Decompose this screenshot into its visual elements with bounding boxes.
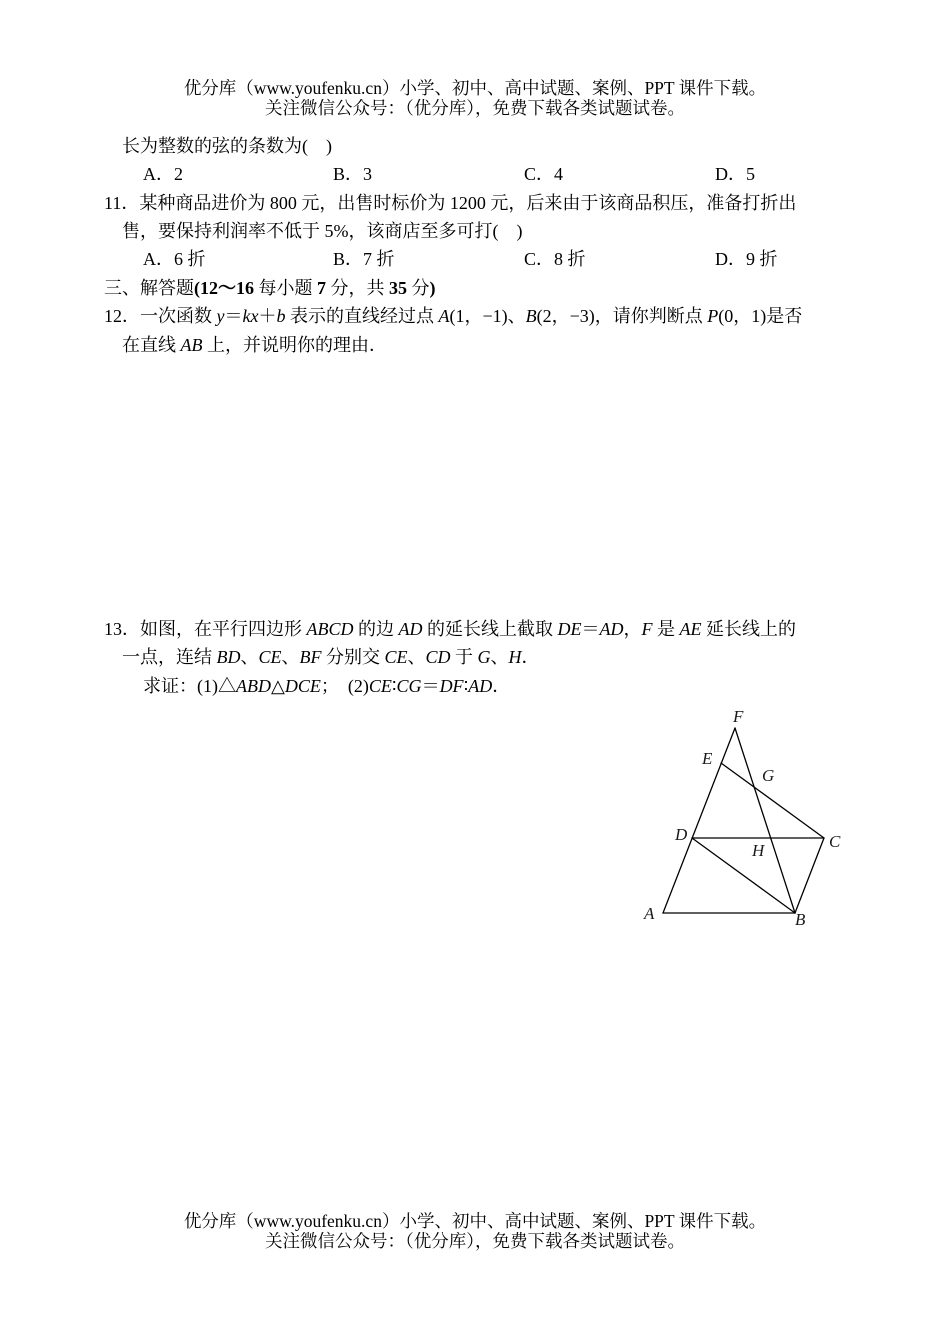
text-run: 延长线上的 (701, 619, 796, 639)
question-13-line-2 (122, 646, 540, 668)
point-label-h: H (752, 841, 765, 860)
math-variable: AE (679, 619, 702, 639)
text-run: ＝ (421, 676, 440, 696)
option-d: D．5 (715, 164, 755, 184)
segment-d-b (692, 838, 795, 913)
text-run: 一点，连结 (122, 647, 217, 667)
text-run: 于 (450, 647, 478, 667)
header-line-1: 优分库（www.youfenku.cn）小学、初中、高中试题、案例、PPT 课件下载。 (183, 78, 767, 98)
question-12-line-2 (122, 334, 387, 356)
text-run: 分别交 (321, 647, 385, 667)
math-variable: BF (299, 647, 322, 667)
text-run: (12～16 (194, 278, 254, 298)
text-run: ＝ (224, 306, 243, 326)
text-run: (2，−3)，请你判断点 (536, 306, 708, 326)
math-variable: kx (242, 306, 259, 326)
text-run: (0，1)是否 (718, 306, 803, 326)
option-c: C．8 折 (524, 249, 586, 269)
text-run: ； (2) (320, 676, 369, 696)
text-run: 的边 (353, 619, 399, 639)
text-run: 三、解答题 (104, 278, 194, 298)
math-variable: AB (180, 335, 203, 355)
text-run: 是 (652, 619, 680, 639)
text-run: 表示的直线经过点 (285, 306, 439, 326)
section-heading (104, 277, 436, 299)
math-variable: b (276, 306, 286, 326)
question-13-proof-line (143, 675, 510, 697)
text-run: ， (623, 619, 642, 639)
math-variable: CE (368, 676, 392, 696)
question-12-line-1 (104, 305, 802, 327)
math-variable: H (508, 647, 522, 667)
math-variable: DCE (284, 676, 321, 696)
text-run: 、 (281, 647, 300, 667)
text-run: ＝ (581, 619, 600, 639)
text-run: ∶ (463, 676, 469, 696)
math-variable: y (216, 306, 225, 326)
segment-c-b (795, 838, 824, 913)
math-variable: AD (468, 676, 493, 696)
text-run: ． (521, 647, 540, 667)
math-variable: CD (425, 647, 451, 667)
option-c: C．4 (524, 164, 564, 184)
text-run: 、 (490, 647, 509, 667)
option-b: B．7 折 (333, 249, 395, 269)
math-variable: AD (398, 619, 423, 639)
text-run: 13．如图，在平行四边形 (104, 619, 307, 639)
math-variable: G (477, 647, 491, 667)
math-variable: P (707, 306, 719, 326)
question-11-options (0, 248, 950, 270)
text-run: 、 (240, 647, 259, 667)
question-11-line-2: 售，要保持利润率不低于 5%，该商店至多可打( ) (122, 221, 523, 241)
text-run: 35 (389, 278, 407, 298)
segment-f-b (735, 728, 795, 913)
point-label-e: E (702, 749, 713, 768)
math-variable: F (641, 619, 653, 639)
header-line-2: 关注微信公众号：（优分库），免费下载各类试题试卷。 (265, 98, 685, 118)
text-run: △ (271, 676, 285, 696)
text-run: 每小题 (254, 278, 317, 298)
point-label-d: D (675, 825, 688, 844)
point-label-f: F (733, 707, 744, 726)
question-10-tail: 长为整数的弦的条数为( ) (122, 136, 332, 156)
text-run: ∶ (391, 676, 397, 696)
text-run: 分 (407, 278, 430, 298)
footer-line-1: 优分库（www.youfenku.cn）小学、初中、高中试题、案例、PPT 课件下载。 (183, 1211, 767, 1231)
text-run: 求证：(1)△ (143, 676, 236, 696)
option-a: A．2 (143, 164, 183, 184)
math-variable: CE (258, 647, 282, 667)
text-run: 上，并说明你的理由． (202, 335, 387, 355)
option-d: D．9 折 (715, 249, 778, 269)
footer-line-2: 关注微信公众号：（优分库），免费下载各类试题试卷。 (265, 1231, 685, 1251)
text-run: 7 (317, 278, 326, 298)
math-variable: A (438, 306, 450, 326)
math-variable: DE (557, 619, 582, 639)
point-label-g: G (762, 766, 775, 785)
text-run: (1，−1)、 (449, 306, 526, 326)
text-run: 分，共 (326, 278, 389, 298)
point-label-c: C (829, 832, 841, 851)
math-variable: BD (216, 647, 241, 667)
text-run: ． (492, 676, 511, 696)
text-run: ＋ (258, 306, 277, 326)
point-label-a: A (644, 904, 655, 923)
text-run: 12．一次函数 (104, 306, 217, 326)
math-variable: ABCD (306, 619, 354, 639)
text-run: 在直线 (122, 335, 181, 355)
option-b: B．3 (333, 164, 373, 184)
text-run: 的延长线上截取 (422, 619, 558, 639)
math-variable: DF (439, 676, 464, 696)
math-variable: ABD (236, 676, 271, 696)
math-variable: CE (384, 647, 408, 667)
question-11-line-1: 11．某种商品进价为 800 元，出售时标价为 1200 元，后来由于该商品积压，准备打折出 (104, 193, 797, 213)
text-run: 、 (407, 647, 426, 667)
segment-a-f (663, 728, 735, 913)
option-a: A．6 折 (143, 249, 206, 269)
question-10-options (0, 163, 950, 185)
math-variable: CG (396, 676, 422, 696)
math-variable: AD (599, 619, 624, 639)
text-run: ) (429, 278, 436, 298)
point-label-b: B (795, 910, 806, 929)
math-variable: B (525, 306, 537, 326)
question-13-line-1 (104, 618, 796, 640)
geometry-figure (630, 700, 870, 940)
